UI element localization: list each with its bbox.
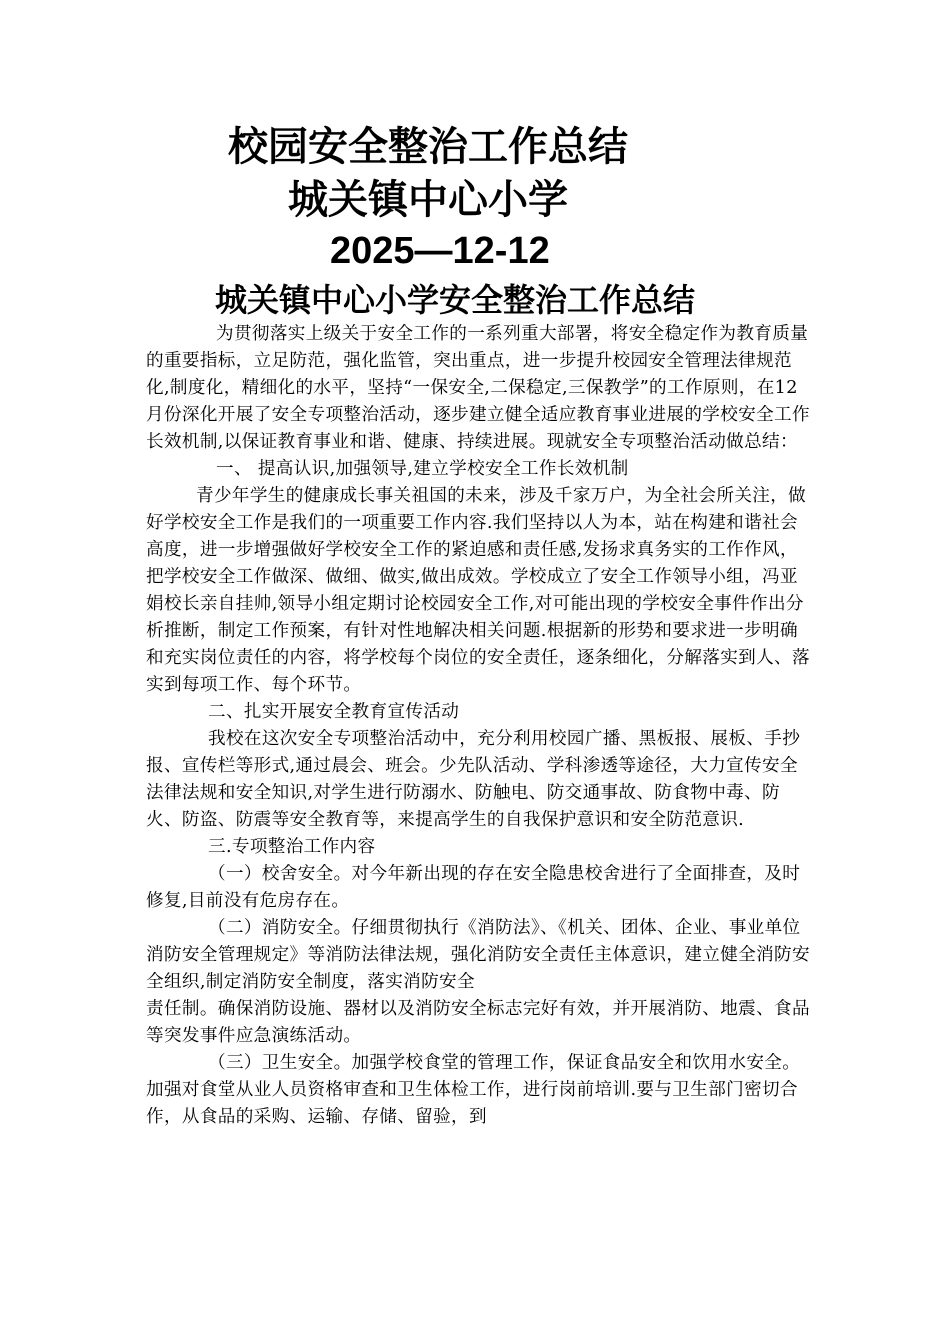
section-heading-1: 一、 提高认识,加强领导,建立学校安全工作长效机制 [216, 459, 629, 479]
item-school-buildings: （一）校舍安全。对今年新出现的存在安全隐患校舍进行了全面排查，及时修复,目前没有危房存在。 [146, 864, 801, 911]
section-heading-2: 二、扎实开展安全教育宣传活动 [208, 702, 460, 722]
section-2-paragraph: 我校在这次安全专项整治活动中，充分利用校园广播、黑板报、展板、手抄报、宣传栏等形式,通过晨会、班会。少先队活动、学科渗透等途径，大力宣传安全法律法规和安全知识,对学生进行防溺水、防触电、防交通事故、防食物中毒、防火、防盗、防震等安全教育等，来提高学生的自我保护意识和安全防范意识. [146, 729, 801, 830]
cover-title: 校园安全整治工作总结 [228, 124, 628, 170]
item-fire-safety-continued: 责任制。确保消防设施、器材以及消防安全标志完好有效，并开展消防、地震、食品等突发事件应急演练活动。 [146, 999, 810, 1046]
section-1-paragraph: 青少年学生的健康成长事关祖国的未来，涉及千家万户，为全社会所关注，做好学校安全工作是我们的一项重要工作内容.我们坚持以人为本，站在构建和谐社会高度，进一步增强做好学校安全工作的紧迫感和责任感,发扬求真务实的工作作风，把学校安全工作做深、做细、做实,做出成效。学校成立了安全工作领导小组，冯亚娟校长亲自挂帅,领导小组定期讨论校园安全工作,对可能出现的学校安全事件作出分析推断，制定工作预案，有针对性地解决相关问题.根据新的形势和要求进一步明确和充实岗位责任的内容，将学校每个岗位的安全责任，逐条细化，分解落实到人、落实到每项工作、每个环节。 [146, 486, 810, 695]
item-fire-safety: （二）消防安全。仔细贯彻执行《消防法》、《机关、团体、企业、事业单位消防安全管理规定》等消防法律法规，强化消防安全责任主体意识，建立健全消防安全组织,制定消防安全制度，落实消防安全 [146, 918, 810, 992]
cover-date: 2025—12-12 [330, 230, 550, 272]
cover-school-name: 城关镇中心小学 [288, 177, 568, 223]
intro-paragraph: 为贯彻落实上级关于安全工作的一系列重大部署，将安全稳定作为教育质量的重要指标，立足防范，强化监管，突出重点，进一步提升校园安全管理法律规范化,制度化，精细化的水平，坚持“一保安全,二保稳定,三保教学”的工作原则，在12月份深化开展了安全专项整治活动，逐步建立健全适应教育事业进展的学校安全工作长效机制,以保证教育事业和谐、健康、持续进展。现就安全专项整治活动做总结： [146, 324, 810, 452]
document-heading: 城关镇中心小学安全整治工作总结 [215, 281, 696, 319]
item-health-safety: （三）卫生安全。加强学校食堂的管理工作，保证食品安全和饮用水安全。加强对食堂从业人员资格审查和卫生体检工作，进行岗前培训.要与卫生部门密切合作，从食品的采购、运输、存储、留验，到 [146, 1053, 801, 1127]
document-body [146, 321, 814, 1131]
section-heading-3: 三.专项整治工作内容 [208, 837, 376, 857]
